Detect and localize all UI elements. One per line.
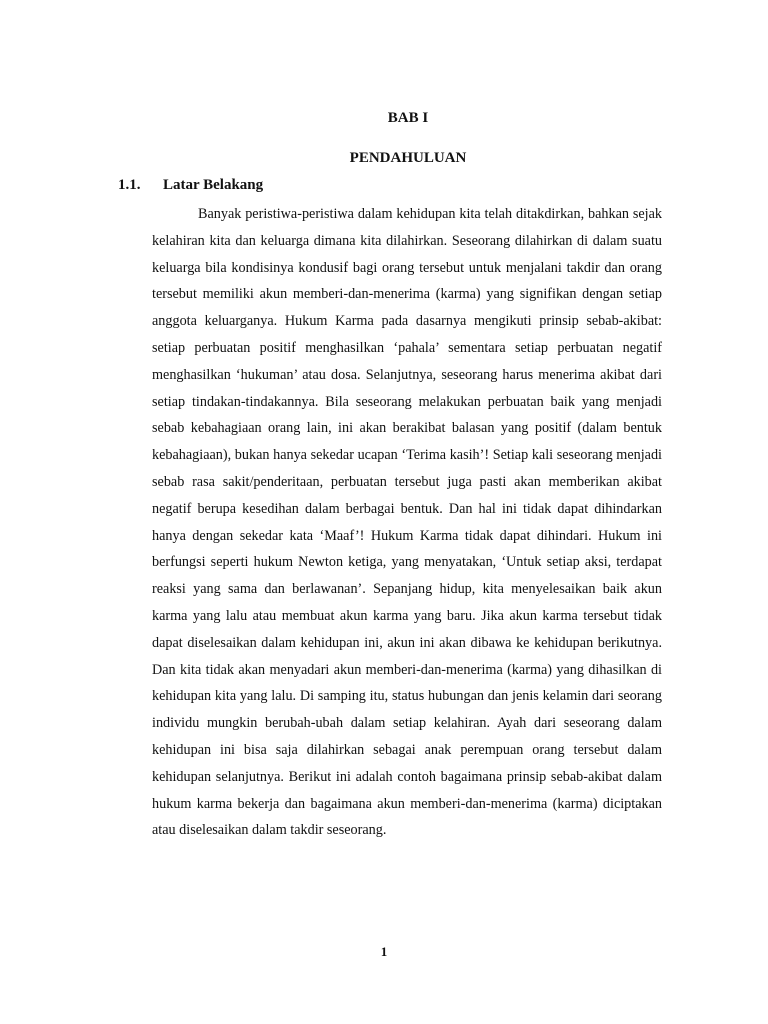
section-number: 1.1. [118, 177, 141, 193]
section-heading [118, 177, 263, 194]
page-number: 1 [380, 944, 388, 959]
section-title: Latar Belakang [163, 177, 264, 193]
body-paragraph: Banyak peristiwa-peristiwa dalam kehidupan kita telah ditakdirkan, bahkan sejak kelahiran kita dan keluarga dimana kita dilahirkan. Seseorang dilahirkan di dalam suatu keluarga bila kondisinya kondusif bagi orang tersebut untuk menjalani takdir dan orang tersebut memiliki akun memberi-dan-menerima (karma) yang signifikan dengan setiap anggota keluarganya. Hukum Karma pada dasarnya mengikuti prinsip sebab-akibat: setiap perbuatan positif menghasilkan ‘pahala’ sementara setiap perbuatan negatif menghasilkan ‘hukuman’ atau dosa. Selanjutnya, seseorang harus menerima akibat dari setiap tindakan-tindakannya. Bila seseorang melakukan perbuatan baik yang menjadi sebab kebahagiaan orang lain, ini akan berakibat balasan yang positif (dalam bentuk kebahagiaan), bukan hanya sekedar ucapan ‘Terima kasih’! Setiap kali seseorang menjadi sebab rasa sakit/penderitaan, perbuatan tersebut juga pasti akan memberikan akibat negatif berupa kesedihan dalam berbagai bentuk. Dan hal ini tidak dapat dihindarkan hanya dengan sekedar kata ‘Maaf’! Hukum Karma tidak dapat dihindari. Hukum ini berfungsi seperti hukum Newton ketiga, yang menyatakan, ‘Untuk setiap aksi, terdapat reaksi yang sama dan berlawanan’. Sepanjang hidup, kita menyelesaikan baik akun karma yang lalu atau membuat akun karma yang baru. Jika akun karma tersebut tidak dapat diselesaikan dalam kehidupan ini, akun ini akan dibawa ke kehidupan berikutnya. Dan kita tidak akan menyadari akun memberi-dan-menerima (karma) yang dihasilkan di kehidupan kita yang lalu. Di samping itu, status hubungan dan jenis kelamin dari seorang individu mungkin berubah-ubah dalam setiap kelahiran. Ayah dari seseorang dalam kehidupan ini bisa saja dilahirkan sebagai anak perempuan orang tersebut dalam kehidupan selanjutnya. Berikut ini adalah contoh bagaimana prinsip sebab-akibat dalam hukum karma bekerja dan bagaimana akun memberi-dan-menerima (karma) diciptakan atau diselesaikan dalam takdir seseorang. [152, 206, 662, 839]
chapter-number: BAB I [387, 110, 429, 126]
chapter-title: PENDAHULUAN [349, 150, 467, 166]
